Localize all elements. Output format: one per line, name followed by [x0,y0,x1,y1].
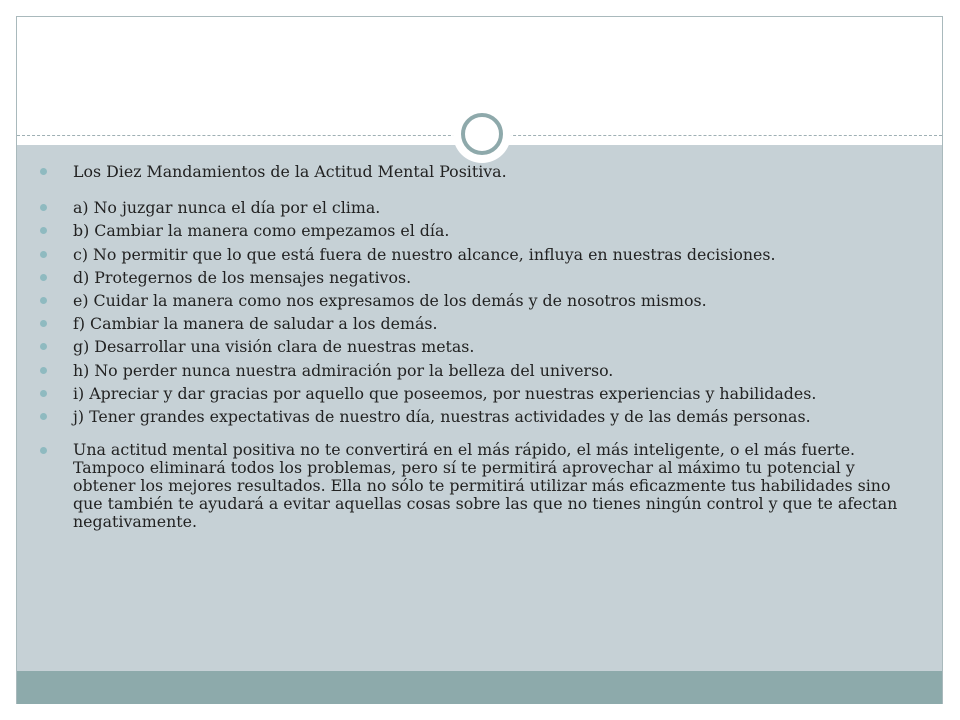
list-item [40,335,920,358]
bullet-list [40,160,920,531]
list-item-text: b) Cambiar la manera como empezamos el día. [73,221,450,241]
heading-text: Los Diez Mandamientos de la Actitud Mental Positiva. [73,162,507,181]
closing-paragraph-text: Una actitud mental positiva no te convertirá en el más rápido, el más inteligente, o el más fuerte. Tampoco eliminará todos los problemas, pero sí te permitirá aprovechar al máximo tu potencial y obtener los mejores resultados. Ella no sólo te permitirá utilizar más eficazmente tus habilidades sino que también te ayudará a evitar aquellas cosas sobre las que no tienes ningún control y que te afectan negativamente. [73,440,898,532]
bullet-dot-icon [40,447,47,454]
list-item [40,289,920,312]
list-item-text: h) No perder nunca nuestra admiración por la belleza del universo. [73,360,614,380]
heading-item [40,160,920,183]
bullet-dot-icon [40,227,47,234]
bullet-dot-icon [40,274,47,281]
list-item-text: f) Cambiar la manera de saludar a los demás. [73,314,438,334]
list-item-text: i) Apreciar y dar gracias por aquello que poseemos, por nuestras experiencias y habilidades. [73,383,817,403]
bullet-dot-icon [40,413,47,420]
slide-footer-bar [17,671,942,704]
list-item-text: g) Desarrollar una visión clara de nuestras metas. [73,337,475,357]
bullet-dot-icon [40,367,47,374]
list-item [40,219,920,242]
list-item [40,266,920,289]
list-item-text: a) No juzgar nunca el día por el clima. [73,198,381,218]
list-item [40,359,920,382]
list-item-text: c) No permitir que lo que está fuera de nuestro alcance, influya en nuestras decisiones. [73,244,776,264]
list-item-text: d) Protegernos de los mensajes negativos. [73,267,412,287]
bullet-dot-icon [40,390,47,397]
decorative-ring-icon [453,105,511,163]
bullet-dot-icon [40,251,47,258]
bullet-dot-icon [40,320,47,327]
bullet-dot-icon [40,343,47,350]
list-item [40,243,920,266]
bullet-dot-icon [40,204,47,211]
list-item-text: j) Tener grandes expectativas de nuestro día, nuestras actividades y de las demás personas. [73,407,811,427]
bullet-dot-icon [40,297,47,304]
bullet-dot-icon [40,168,47,175]
ring-inner [461,113,503,155]
list-item-text: e) Cuidar la manera como nos expresamos de los demás y de nosotros mismos. [73,291,707,311]
closing-paragraph [40,441,920,531]
list-item [40,382,920,405]
list-item [40,312,920,335]
list-item [40,405,920,428]
list-item [40,196,920,219]
